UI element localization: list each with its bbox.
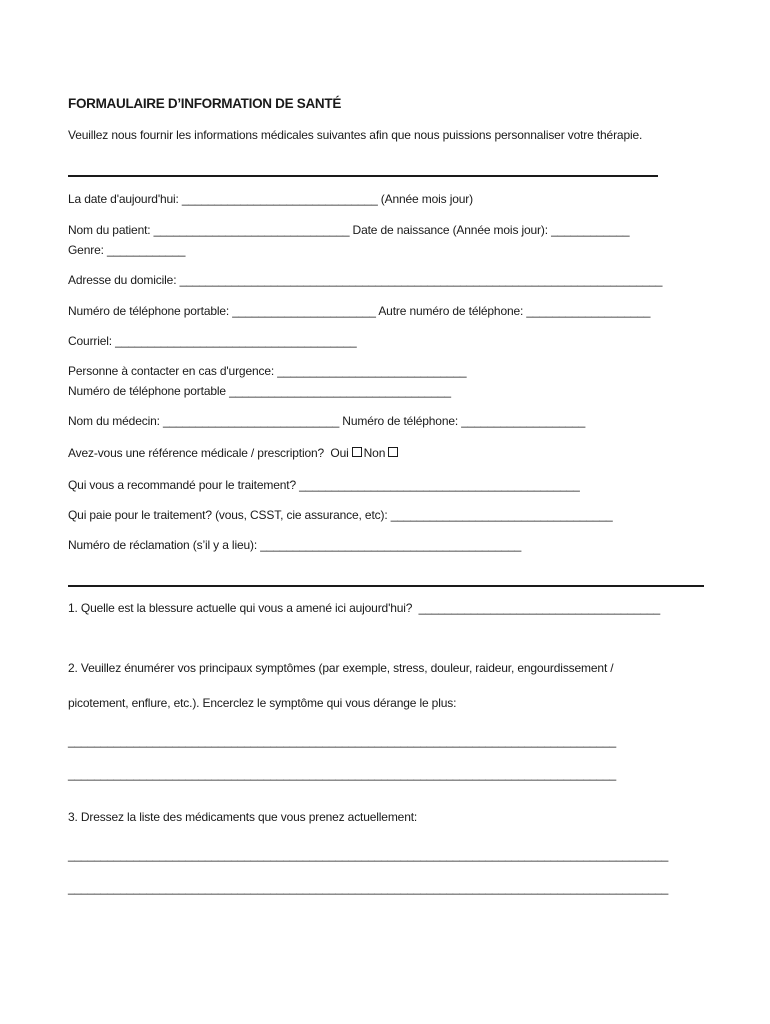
question-2-blank-line[interactable]: ____________________________________________________________________________________ xyxy=(68,767,617,781)
phone-fields[interactable]: Numéro de téléphone portable: ______________________ Autre numéro de téléphone: ___________________ xyxy=(68,304,651,318)
recommended-by-field[interactable]: Qui vous a recommandé pour le traitement? ___________________________________________ xyxy=(68,478,580,492)
referral-no-checkbox[interactable] xyxy=(388,447,398,457)
email-field[interactable]: Courriel: _____________________________________ xyxy=(68,334,357,348)
patient-name-field[interactable]: Nom du patient: ______________________________ Date de naissance (Année mois jour): ____________ xyxy=(68,223,630,237)
section-rule xyxy=(68,585,704,587)
question-1[interactable]: 1. Quelle est la blessure actuelle qui vous a amené ici aujourd'hui? _____________________________________ xyxy=(68,601,661,615)
question-2-blank-line[interactable]: ____________________________________________________________________________________ xyxy=(68,734,617,748)
claim-number-field[interactable]: Numéro de réclamation (s’il y a lieu): ________________________________________ xyxy=(68,538,522,552)
address-field[interactable]: Adresse du domicile: __________________________________________________________________________ xyxy=(68,273,663,287)
gender-field[interactable]: Genre: ____________ xyxy=(68,243,186,257)
form-title: FORMAULAIRE D’INFORMATION DE SANTÉ xyxy=(68,96,342,111)
emergency-contact-field[interactable]: Personne à contacter en cas d'urgence: _____________________________ xyxy=(68,364,467,378)
payer-field[interactable]: Qui paie pour le traitement? (vous, CSST, cie assurance, etc): __________________________________ xyxy=(68,508,613,522)
question-2-line2: picotement, enflure, etc.). Encerclez le symptôme qui vous dérange le plus: xyxy=(68,696,457,710)
referral-no-label: Non xyxy=(363,446,386,460)
referral-question: Avez-vous une référence médicale / prescription? Oui xyxy=(68,446,349,460)
doctor-field[interactable]: Nom du médecin: ___________________________ Numéro de téléphone: ___________________ xyxy=(68,414,586,428)
referral-row xyxy=(68,446,400,460)
header-rule xyxy=(68,175,658,177)
question-3-blank-line[interactable]: ____________________________________________________________________________________________ xyxy=(68,848,669,862)
question-3-blank-line[interactable]: ____________________________________________________________________________________________ xyxy=(68,881,669,895)
date-today-field[interactable]: La date d'aujourd'hui: ______________________________ (Année mois jour) xyxy=(68,192,473,206)
question-2-line1: 2. Veuillez énumérer vos principaux symptômes (par exemple, stress, douleur, raideur, engourdissement / xyxy=(68,661,614,675)
referral-yes-checkbox[interactable] xyxy=(352,447,362,457)
emergency-phone-field[interactable]: Numéro de téléphone portable __________________________________ xyxy=(68,384,451,398)
question-3: 3. Dressez la liste des médicaments que vous prenez actuellement: xyxy=(68,810,418,824)
intro-text: Veuillez nous fournir les informations médicales suivantes afin que nous puissions personnaliser votre thérapie. xyxy=(68,128,643,142)
